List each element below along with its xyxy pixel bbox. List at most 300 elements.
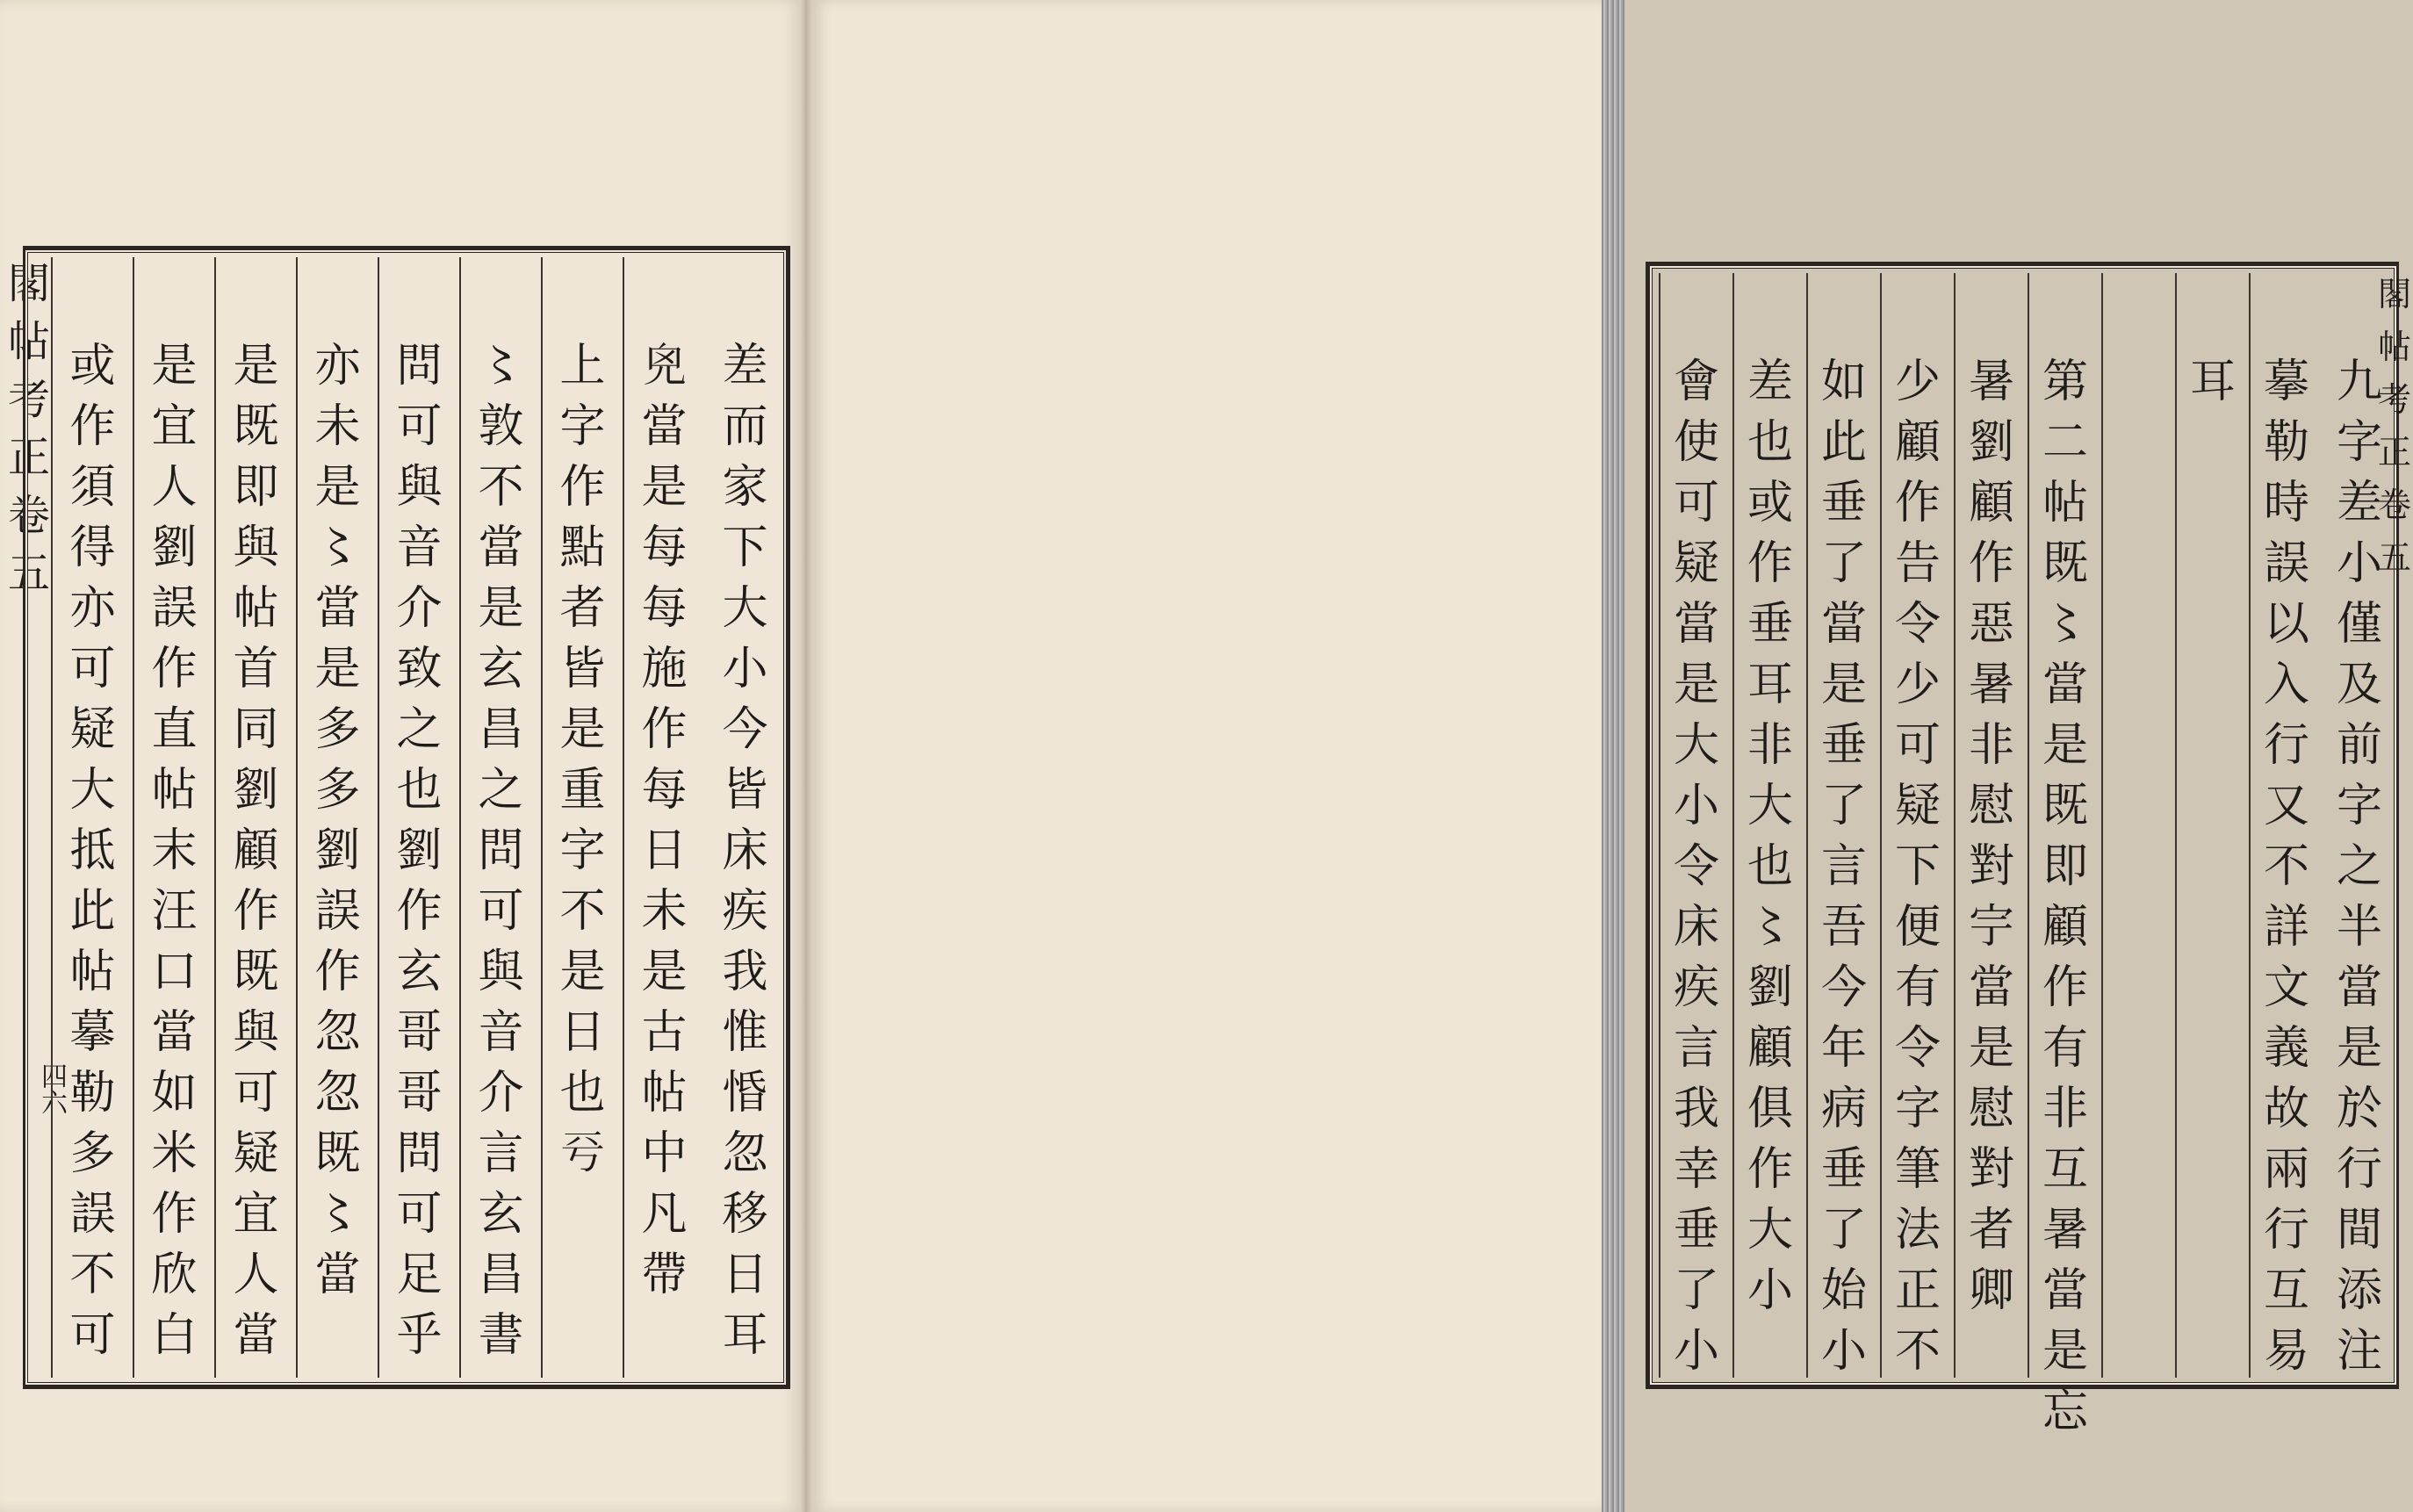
column-character: 〻 bbox=[314, 522, 361, 574]
column-character: 劉 bbox=[1747, 961, 1793, 1014]
column-character: 也 bbox=[396, 764, 443, 817]
column-character: 疾 bbox=[1673, 961, 1719, 1014]
column-character: 問 bbox=[396, 340, 443, 392]
column-character: 作 bbox=[314, 946, 361, 998]
column-character: 可 bbox=[396, 1188, 443, 1241]
column-character: 皆 bbox=[559, 643, 606, 695]
column-character: 問 bbox=[396, 1127, 443, 1180]
column-character: 家 bbox=[722, 461, 768, 514]
column-character: 我 bbox=[722, 946, 768, 998]
left-page bbox=[0, 0, 801, 1512]
text-column bbox=[2175, 273, 2249, 1378]
column-character: 僅 bbox=[2336, 598, 2382, 651]
column-character: 幸 bbox=[1673, 1143, 1719, 1196]
column-character: 此 bbox=[1820, 416, 1867, 469]
column-character: 大 bbox=[1747, 1204, 1793, 1256]
column-character: 了 bbox=[1820, 780, 1867, 832]
column-character: 令 bbox=[1894, 1022, 1941, 1075]
column-character: 此 bbox=[69, 885, 116, 938]
column-character: 互 bbox=[2263, 1264, 2309, 1317]
column-character: 當 bbox=[1673, 598, 1719, 651]
column-character: 亦 bbox=[69, 582, 116, 635]
column-character: 今 bbox=[722, 703, 768, 756]
column-character: 是 bbox=[478, 582, 524, 635]
column-character: 了 bbox=[1820, 1204, 1867, 1256]
column-character: 𡧃 bbox=[1968, 901, 2014, 954]
column-character: 亦 bbox=[314, 340, 361, 392]
column-character: 古 bbox=[641, 1006, 688, 1059]
column-character: 半 bbox=[2336, 901, 2382, 954]
column-character: 於 bbox=[2336, 1083, 2382, 1135]
column-character: 暑 bbox=[1968, 659, 2014, 711]
column-character: 與 bbox=[233, 522, 279, 574]
column-character: 當 bbox=[151, 1006, 198, 1059]
column-character: 二 bbox=[2042, 416, 2088, 469]
column-character: 劉 bbox=[1968, 416, 2014, 469]
column-character: 又 bbox=[2263, 780, 2309, 832]
text-column bbox=[459, 257, 541, 1378]
column-character: 誤 bbox=[69, 1188, 116, 1241]
column-character: 者 bbox=[1968, 1204, 2014, 1256]
column-character: 直 bbox=[151, 703, 198, 756]
column-character: 是 bbox=[2336, 1022, 2382, 1075]
column-character: 小 bbox=[2336, 537, 2382, 590]
column-character: 作 bbox=[1747, 1143, 1793, 1196]
column-character: 作 bbox=[2042, 961, 2088, 1014]
column-character: 字 bbox=[2336, 780, 2382, 832]
column-character: 少 bbox=[1894, 659, 1941, 711]
column-character: 劉 bbox=[233, 764, 279, 817]
column-character: 人 bbox=[151, 461, 198, 514]
column-character: 正 bbox=[1894, 1264, 1941, 1317]
column-character: 當 bbox=[641, 400, 688, 453]
column-character: 使 bbox=[1673, 416, 1719, 469]
column-character: 即 bbox=[233, 461, 279, 514]
column-character: 如 bbox=[1820, 356, 1867, 408]
column-character: 介 bbox=[396, 582, 443, 635]
title-character: 閣 bbox=[2377, 275, 2411, 313]
column-character: 行 bbox=[2336, 1143, 2382, 1196]
column-character: 床 bbox=[722, 824, 768, 877]
column-character: 少 bbox=[1894, 356, 1941, 408]
column-character: 〻 bbox=[2042, 598, 2088, 651]
column-character: 𠀒 bbox=[559, 1127, 606, 1180]
column-character: 不 bbox=[559, 885, 606, 938]
column-character: 大 bbox=[69, 764, 116, 817]
column-character: 每 bbox=[641, 582, 688, 635]
column-character: 垂 bbox=[1747, 598, 1793, 651]
column-character: 暑 bbox=[1968, 356, 2014, 408]
column-character: 行 bbox=[2263, 1204, 2309, 1256]
title-character: 卷 bbox=[2377, 486, 2411, 524]
column-character: 既 bbox=[2042, 537, 2088, 590]
column-character: 是 bbox=[2042, 719, 2088, 772]
column-character: 注 bbox=[2336, 1325, 2382, 1378]
column-character: 忽 bbox=[314, 1067, 361, 1120]
column-character: 可 bbox=[1894, 719, 1941, 772]
column-character: 須 bbox=[69, 461, 116, 514]
column-character: 可 bbox=[69, 1309, 116, 1362]
column-character: 多 bbox=[314, 764, 361, 817]
column-character: 便 bbox=[1894, 901, 1941, 954]
column-character: 詳 bbox=[2263, 901, 2309, 954]
column-character: 了 bbox=[1820, 537, 1867, 590]
column-character: 作 bbox=[69, 400, 116, 453]
column-character: 日 bbox=[559, 1006, 606, 1059]
column-character: 而 bbox=[722, 400, 768, 453]
column-character: 小 bbox=[722, 643, 768, 695]
text-column bbox=[1732, 273, 1806, 1378]
column-character: 劉 bbox=[396, 824, 443, 877]
column-character: 不 bbox=[2263, 840, 2309, 893]
column-character: 當 bbox=[1820, 598, 1867, 651]
column-character: 以 bbox=[2263, 598, 2309, 651]
column-character: 或 bbox=[69, 340, 116, 392]
column-character: 之 bbox=[2336, 840, 2382, 893]
column-character: 言 bbox=[1673, 1022, 1719, 1075]
column-character: 顧 bbox=[233, 824, 279, 877]
column-character: 吾 bbox=[1820, 901, 1867, 954]
column-character: 疑 bbox=[233, 1127, 279, 1180]
column-character: 對 bbox=[1968, 840, 2014, 893]
column-character: 添 bbox=[2336, 1264, 2382, 1317]
column-character: 米 bbox=[151, 1127, 198, 1180]
column-character: 是 bbox=[314, 461, 361, 514]
column-character: 當 bbox=[478, 522, 524, 574]
column-character: 惛 bbox=[722, 1067, 768, 1120]
column-character: 疑 bbox=[69, 703, 116, 756]
column-character: 及 bbox=[2336, 659, 2382, 711]
column-character: 得 bbox=[69, 522, 116, 574]
column-character: 可 bbox=[478, 885, 524, 938]
column-character: 我 bbox=[1673, 1083, 1719, 1135]
column-character: 忘 bbox=[2042, 1386, 2088, 1438]
right-page bbox=[811, 0, 2411, 1512]
column-character: 介 bbox=[478, 1067, 524, 1120]
text-column bbox=[378, 257, 459, 1378]
text-column bbox=[1659, 273, 1732, 1378]
column-character: 當 bbox=[2336, 961, 2382, 1014]
column-character: 惡 bbox=[1968, 598, 2014, 651]
column-character: 與 bbox=[233, 1006, 279, 1059]
column-character: 當 bbox=[314, 582, 361, 635]
column-character: 字 bbox=[2336, 416, 2382, 469]
column-character: 耳 bbox=[722, 1309, 768, 1362]
column-character: 也 bbox=[1747, 840, 1793, 893]
column-character: 忽 bbox=[314, 1006, 361, 1059]
column-character: 小 bbox=[1673, 780, 1719, 832]
column-character: 有 bbox=[2042, 1022, 2088, 1075]
column-character: 耳 bbox=[1747, 659, 1793, 711]
column-character: 可 bbox=[1673, 477, 1719, 529]
column-character: 白 bbox=[151, 1309, 198, 1362]
column-character: 汪 bbox=[151, 885, 198, 938]
title-character: 五 bbox=[7, 549, 50, 598]
column-character: 忽 bbox=[722, 1127, 768, 1180]
column-character: 前 bbox=[2336, 719, 2382, 772]
column-character: 當 bbox=[314, 1249, 361, 1301]
column-character: 重 bbox=[559, 764, 606, 817]
column-character: 帶 bbox=[641, 1249, 688, 1301]
column-character: 兩 bbox=[2263, 1143, 2309, 1196]
column-character: 每 bbox=[641, 764, 688, 817]
column-character: 音 bbox=[478, 1006, 524, 1059]
column-character: 是 bbox=[2042, 1325, 2088, 1378]
column-character: 口 bbox=[151, 946, 198, 998]
column-character: 上 bbox=[559, 340, 606, 392]
column-character: 即 bbox=[2042, 840, 2088, 893]
column-character: 作 bbox=[559, 461, 606, 514]
column-character: 之 bbox=[396, 703, 443, 756]
text-column bbox=[623, 257, 704, 1378]
column-character: 作 bbox=[1747, 537, 1793, 590]
column-character: 卿 bbox=[1968, 1264, 2014, 1317]
column-character: 作 bbox=[151, 1188, 198, 1241]
column-character: 帖 bbox=[69, 946, 116, 998]
column-character: 移 bbox=[722, 1188, 768, 1241]
column-character: 施 bbox=[641, 643, 688, 695]
column-character: 問 bbox=[478, 824, 524, 877]
column-character: 凡 bbox=[641, 1188, 688, 1241]
column-character: 欣 bbox=[151, 1249, 198, 1301]
text-column bbox=[133, 257, 214, 1378]
column-character: 致 bbox=[396, 643, 443, 695]
text-column bbox=[2249, 273, 2323, 1378]
title-character: 考 bbox=[2377, 380, 2411, 419]
column-character: 字 bbox=[559, 824, 606, 877]
column-character: 之 bbox=[478, 764, 524, 817]
column-character: 行 bbox=[2263, 719, 2309, 772]
column-character: 差 bbox=[1747, 356, 1793, 408]
column-character: 小 bbox=[1820, 1325, 1867, 1378]
column-character: 字 bbox=[559, 400, 606, 453]
page-fore-edge bbox=[1602, 0, 1624, 1512]
column-character: 或 bbox=[1747, 477, 1793, 529]
column-character: 帖 bbox=[233, 582, 279, 635]
column-character: 勒 bbox=[69, 1067, 116, 1120]
text-column bbox=[214, 257, 296, 1378]
column-character: 是 bbox=[233, 340, 279, 392]
column-character: 病 bbox=[1820, 1083, 1867, 1135]
column-character: 〻 bbox=[314, 1188, 361, 1241]
column-character: 垂 bbox=[1820, 1143, 1867, 1196]
column-character: 當 bbox=[1968, 961, 2014, 1014]
column-character: 大 bbox=[1673, 719, 1719, 772]
column-character: 哥 bbox=[396, 1067, 443, 1120]
right-text-frame bbox=[1646, 262, 2399, 1438]
column-character: 顧 bbox=[1894, 416, 1941, 469]
column-character: 當 bbox=[2042, 659, 2088, 711]
column-character: 皆 bbox=[722, 764, 768, 817]
column-character: 乎 bbox=[396, 1309, 443, 1362]
column-character: 令 bbox=[1673, 840, 1719, 893]
column-character: 玄 bbox=[478, 643, 524, 695]
column-character: 抵 bbox=[69, 824, 116, 877]
column-character: 同 bbox=[233, 703, 279, 756]
column-character: 可 bbox=[69, 643, 116, 695]
column-character: 人 bbox=[233, 1249, 279, 1301]
column-character: 書 bbox=[478, 1309, 524, 1362]
column-character: 不 bbox=[478, 461, 524, 514]
column-character: 顧 bbox=[1747, 1022, 1793, 1075]
column-character: 非 bbox=[1747, 719, 1793, 772]
column-character: 可 bbox=[396, 400, 443, 453]
column-character: 是 bbox=[1673, 659, 1719, 711]
column-character: 垂 bbox=[1673, 1204, 1719, 1256]
column-character: 是 bbox=[1968, 1022, 2014, 1075]
column-character: 宜 bbox=[151, 400, 198, 453]
column-character: 末 bbox=[151, 824, 198, 877]
column-character: 差 bbox=[722, 340, 768, 392]
title-character: 考 bbox=[7, 375, 50, 424]
column-character: 帖 bbox=[641, 1067, 688, 1120]
column-character: 耳 bbox=[2189, 356, 2236, 408]
text-column bbox=[2028, 273, 2101, 1438]
column-character: 作 bbox=[151, 643, 198, 695]
column-character: 玄 bbox=[396, 946, 443, 998]
column-character: 是 bbox=[1820, 659, 1867, 711]
text-column bbox=[704, 257, 786, 1378]
column-character: 互 bbox=[2042, 1143, 2088, 1196]
column-character: 故 bbox=[2263, 1083, 2309, 1135]
column-character: 年 bbox=[1820, 1022, 1867, 1075]
column-character: 哥 bbox=[396, 1006, 443, 1059]
title-character: 五 bbox=[2377, 538, 2411, 577]
column-character: 與 bbox=[396, 461, 443, 514]
column-character: 摹 bbox=[2263, 356, 2309, 408]
column-character: 俱 bbox=[1747, 1083, 1793, 1135]
column-character: 是 bbox=[559, 946, 606, 998]
column-character: 帖 bbox=[2042, 477, 2088, 529]
column-character: 惟 bbox=[722, 1006, 768, 1059]
column-character: 疑 bbox=[1673, 537, 1719, 590]
column-character: 文 bbox=[2263, 961, 2309, 1014]
text-column bbox=[51, 257, 133, 1378]
column-character: 昌 bbox=[478, 703, 524, 756]
column-character: 足 bbox=[396, 1249, 443, 1301]
column-character: 疾 bbox=[722, 885, 768, 938]
text-column bbox=[296, 257, 378, 1378]
column-character: 對 bbox=[1968, 1143, 2014, 1196]
right-edge-title bbox=[2376, 268, 2413, 584]
column-character: 如 bbox=[151, 1067, 198, 1120]
column-character: 首 bbox=[233, 643, 279, 695]
column-character: 筆 bbox=[1894, 1143, 1941, 1196]
column-character: 有 bbox=[1894, 961, 1941, 1014]
column-character: 劉 bbox=[314, 824, 361, 877]
column-character: 字 bbox=[1894, 1083, 1941, 1135]
column-character: 音 bbox=[396, 522, 443, 574]
column-character: 誤 bbox=[2263, 537, 2309, 590]
column-character: 未 bbox=[641, 885, 688, 938]
column-character: 法 bbox=[1894, 1204, 1941, 1256]
text-column bbox=[541, 257, 623, 1378]
column-character: 九 bbox=[2336, 356, 2382, 408]
column-character: 作 bbox=[1968, 537, 2014, 590]
left-text-frame bbox=[23, 246, 790, 1389]
title-character: 卷 bbox=[7, 491, 50, 540]
column-character: 誤 bbox=[314, 885, 361, 938]
column-character: 既 bbox=[233, 946, 279, 998]
column-character: 暑 bbox=[2042, 1204, 2088, 1256]
column-character: 多 bbox=[314, 703, 361, 756]
column-character: 始 bbox=[1820, 1264, 1867, 1317]
column-character: 作 bbox=[641, 703, 688, 756]
column-character: 摹 bbox=[69, 1006, 116, 1059]
column-character: 告 bbox=[1894, 537, 1941, 590]
column-character: 當 bbox=[233, 1309, 279, 1362]
column-character: 與 bbox=[478, 946, 524, 998]
column-character: 是 bbox=[151, 340, 198, 392]
column-character: 今 bbox=[1820, 961, 1867, 1014]
column-character: 昌 bbox=[478, 1249, 524, 1301]
text-column bbox=[1806, 273, 1880, 1378]
column-character: 日 bbox=[722, 1249, 768, 1301]
column-character: 作 bbox=[396, 885, 443, 938]
column-character: 〻 bbox=[1747, 901, 1793, 954]
column-character: 未 bbox=[314, 400, 361, 453]
column-character: 非 bbox=[1968, 719, 2014, 772]
column-character: 玄 bbox=[478, 1188, 524, 1241]
column-character: 了 bbox=[1673, 1264, 1719, 1317]
column-character: 者 bbox=[559, 582, 606, 635]
column-character: 既 bbox=[233, 400, 279, 453]
column-character: 不 bbox=[1894, 1325, 1941, 1378]
column-character: 當 bbox=[2042, 1264, 2088, 1317]
column-character: 大 bbox=[722, 582, 768, 635]
column-character: 下 bbox=[722, 522, 768, 574]
title-character: 閣 bbox=[7, 259, 50, 308]
column-character: 言 bbox=[1820, 840, 1867, 893]
column-character: 點 bbox=[559, 522, 606, 574]
column-character: 顧 bbox=[2042, 901, 2088, 954]
book-gutter bbox=[801, 0, 811, 1512]
column-character: 是 bbox=[559, 703, 606, 756]
column-character: 會 bbox=[1673, 356, 1719, 408]
column-character: 中 bbox=[641, 1127, 688, 1180]
column-character: 床 bbox=[1673, 901, 1719, 954]
column-character: 日 bbox=[641, 824, 688, 877]
column-character: 每 bbox=[641, 522, 688, 574]
column-character: 間 bbox=[2336, 1204, 2382, 1256]
column-character: 入 bbox=[2263, 659, 2309, 711]
column-character: 既 bbox=[2042, 780, 2088, 832]
column-character: 慰 bbox=[1968, 1083, 2014, 1135]
column-character: 小 bbox=[1673, 1325, 1719, 1378]
column-character: 也 bbox=[559, 1067, 606, 1120]
column-character: 垂 bbox=[1820, 719, 1867, 772]
column-character: 小 bbox=[1747, 1264, 1793, 1317]
column-character: 是 bbox=[314, 643, 361, 695]
column-character: 第 bbox=[2042, 356, 2088, 408]
column-character: 多 bbox=[69, 1127, 116, 1180]
column-character: 宜 bbox=[233, 1188, 279, 1241]
column-character: 是 bbox=[641, 461, 688, 514]
column-character: 可 bbox=[233, 1067, 279, 1120]
column-character: 令 bbox=[1894, 598, 1941, 651]
title-character: 正 bbox=[2377, 433, 2411, 472]
text-column bbox=[2101, 273, 2175, 1378]
title-character: 帖 bbox=[7, 317, 50, 366]
column-character: 慰 bbox=[1968, 780, 2014, 832]
column-character: 非 bbox=[2042, 1083, 2088, 1135]
column-character: 言 bbox=[478, 1127, 524, 1180]
column-character: 下 bbox=[1894, 840, 1941, 893]
column-character: 差 bbox=[2336, 477, 2382, 529]
column-character: 劉 bbox=[151, 522, 198, 574]
column-character: 是 bbox=[641, 946, 688, 998]
text-column bbox=[1954, 273, 2028, 1378]
